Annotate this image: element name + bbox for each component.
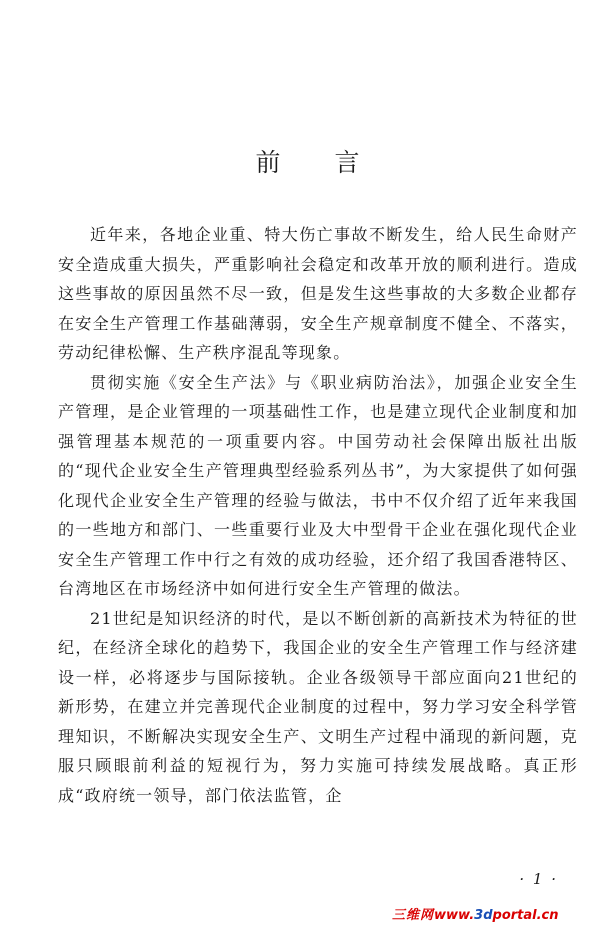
watermark-url-prefix: www. (434, 908, 475, 923)
watermark-url-highlight: 3d (474, 908, 493, 923)
page-title: 前言 (255, 147, 414, 177)
paragraph-1: 近年来，各地企业重、特大伤亡事故不断发生，给人民生命财产安全造成重大损失，严重影响社会稳定和改革开放的顺利进行。造成这些事故的原因虽然不尽一致，但是发生这些事故的大多数企业都存在安全生产管理工作基础薄弱，安全生产规章制度不健全、不落实，劳动纪律松懈、生产秩序混乱等现象。 (58, 225, 578, 362)
watermark-site-name: 三维网 (392, 908, 435, 923)
paragraph-2: 贯彻实施《安全生产法》与《职业病防治法》，加强企业安全生产管理，是企业管理的一项基础性工作，也是建立现代企业制度和加强管理基本规范的一项重要内容。中国劳动社会保障出版社出版的“现代企业安全生产管理典型经验系列丛书”，为大家提供了如何强化现代企业安全生产管理的经验与做法，书中不仅介绍了近年来我国的一些地方和部门、一些重要行业及大中型骨干企业在强化现代企业安全生产管理工作中行之有效的成功经验，还介绍了我国香港特区、台湾地区在市场经济中如何进行安全生产管理的做法。 (58, 372, 578, 598)
body-text (58, 220, 578, 810)
watermark-url (434, 908, 559, 923)
site-watermark (392, 906, 602, 926)
watermark-url-suffix: portal.cn (492, 908, 559, 923)
page-number: · 1 · (519, 870, 558, 888)
paragraph-3: 21世纪是知识经济的时代，是以不断创新的高新技术为特征的世纪，在经济全球化的趋势下，我国企业的安全生产管理工作与经济建设一样，必将逐步与国际接轨。企业各级领导干部应面向21世纪的新形势，在建立并完善现代企业制度的过程中，努力学习安全科学管理知识，不断解决实现安全生产、文明生产过程中涌现的新问题，克服只顾眼前利益的短视行为，努力实施可持续发展战略。真正形成“政府统一领导，部门依法监管，企 (58, 608, 578, 805)
